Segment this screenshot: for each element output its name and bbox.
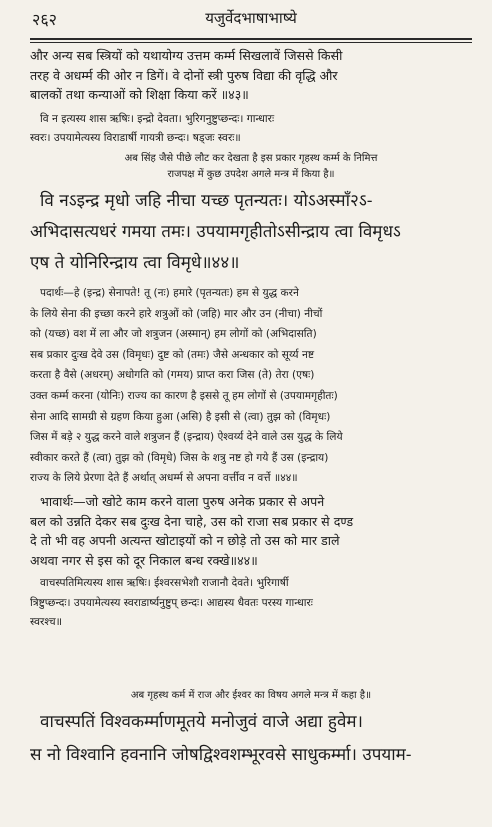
text-line: को (यच्छ) वश में ला और जो शत्रुजन (अस्मान्) हम लोगों को (अभिदासति) (30, 328, 317, 341)
text-line: सब प्रकार दुःख देवे उस (विमृधः) दुष्ट को (तमः) जैसे अन्धकार को सूर्य्य नष्ट (30, 348, 315, 361)
text-line: वाचस्पतिमित्यस्य शास ऋषिः। ईश्वरसभेशौ राजानौ देवते। भुरिगार्षी (40, 577, 289, 589)
continuation-paragraph (30, 46, 472, 105)
text-line: राज्य के लिये प्रेरणा देते हैं अर्थात् अधर्म्म से अपना वर्त्तीव न वर्त्ते ॥४४॥ (30, 472, 298, 485)
text-line: त्रिष्टुप्छन्दः। उपयामेत्यस्य स्वराडार्ष्यनुष्टुप् छन्दः। आद्यस्य धैवतः परस्य गान्धारः (30, 596, 313, 609)
text-line: बालकों तथा कन्याओं को शिक्षा किया करें ॥४३॥ (30, 87, 249, 102)
text-line: भावार्थः—जो खोटे काम करने वाला पुरुष अनेक प्रकार से अपने (40, 494, 325, 509)
topic-intro-2 (30, 688, 472, 704)
text-line: अथवा नगर से इस को दूर निकाल बन्ध रक्खे॥४४॥ (30, 552, 258, 568)
bhavarth-section (30, 492, 472, 570)
header-rule-thin (30, 42, 472, 43)
text-line: करता है वैसे (अधरम्) अधोगति को (गमय) प्राप्त करा जिस (ते) तेरा (एषः) (30, 369, 315, 382)
text-line: तरह वे अधर्म्म की ओर न डिगें। वे दोनों स्त्री पुरुष विद्या की वृद्धि और (30, 67, 338, 83)
mantra-44 (30, 186, 472, 279)
text-line: और अन्य सब स्त्रियों को यथायोग्य उत्तम कर्म्म सिखलावें जिससे किसी (30, 48, 343, 63)
mantra-line: स नो विश्वानि हवनानि जोषद्विश्वशम्भूरवसे साधुकर्म्मा। उपयाम- (30, 745, 412, 765)
text-line: जिस में बड़े २ युद्ध करने वाले शत्रुजन हैं (इन्द्राय) ऐश्वर्य्य देने वाले उस युद्ध के लिये (30, 431, 343, 444)
text-line: दे तो भी वह अपनी अत्यन्त खोटाइयों को न छोड़े तो उस को मार डाले (30, 533, 340, 548)
rishi-devata-note (30, 110, 472, 147)
text-line: अब गृहस्थ कर्म में राज और ईश्वर का विषय अगले मन्त्र में कहा है॥ (130, 690, 372, 701)
rishi-devata-note-2 (30, 574, 472, 633)
text-line: उक्त कर्म्म करना (योनिः) राज्य का कारण है इससे तू हम लोगों से (उपयामगृहीतः) (30, 389, 338, 402)
padarth-section (30, 283, 472, 489)
mantra-line: अभिदासत्यधरं गमया तमः। उपयामगृहीतोऽसीन्द्राय त्वा विमृधऽ (30, 222, 401, 242)
header-rule (30, 38, 472, 40)
page-header (32, 8, 470, 30)
topic-intro (30, 151, 472, 182)
text-line: स्वरश्च॥ (30, 616, 62, 628)
text-line: बल को उन्नति देकर सब दुःख देना चाहे, उस को राजा सब प्रकार से दण्ड (30, 513, 354, 529)
mantra-line: एष ते योनिरिन्द्राय त्वा विमृधे॥४४॥ (30, 253, 240, 273)
text-line: स्वीकार करते हैं (त्वा) तुझ को (विमृधे) जिस के शत्रु नष्ट हो गये हैं उस (इन्द्राय) (30, 451, 329, 464)
text-line: सेना आदि सामग्री से ग्रहण किया हुआ (असि) है इसी से (त्वा) तुझ को (विमृधः) (30, 410, 331, 423)
text-line: अब सिंह जैसे पीछे लौट कर देखता है इस प्रकार गृहस्थ कर्म्म के निमित्त (124, 153, 378, 164)
mantra-line: वि नऽइन्द्र मृधो जहि नीचा यच्छ पृतन्यतः। योऽअस्माँ२ऽ- (40, 191, 373, 211)
mantra-line: वाचस्पतिं विश्वकर्म्माणमूतये मनोजुवं वाजे अद्या हुवेम। (40, 712, 364, 732)
running-title: यजुर्वेदभाषाभाष्ये (205, 9, 297, 27)
mantra-45 (30, 706, 472, 772)
text-line: स्वरः। उपयामेत्यस्य विराडार्षी गायत्री छन्दः। षड्जः स्वरः॥ (30, 131, 241, 144)
text-line: राजपक्ष में कुछ उपदेश अगले मन्त्र में किया है॥ (167, 168, 335, 180)
text-line: वि न इत्यस्य शास ऋषिः। इन्द्रो देवता। भुरिगनुष्टुप्छन्दः। गान्धारः (40, 113, 275, 125)
text-line: के लिये सेना की इच्छा करने हारे शत्रुओं को (जहि) मार और उन (नीचा) नीचों (30, 307, 323, 320)
page-number: २६२ (32, 10, 57, 29)
text-line: पदार्थः—हे (इन्द्र) सेनापते! तू (नः) हमारे (पृतन्यतः) हम से युद्ध करने (40, 287, 299, 299)
